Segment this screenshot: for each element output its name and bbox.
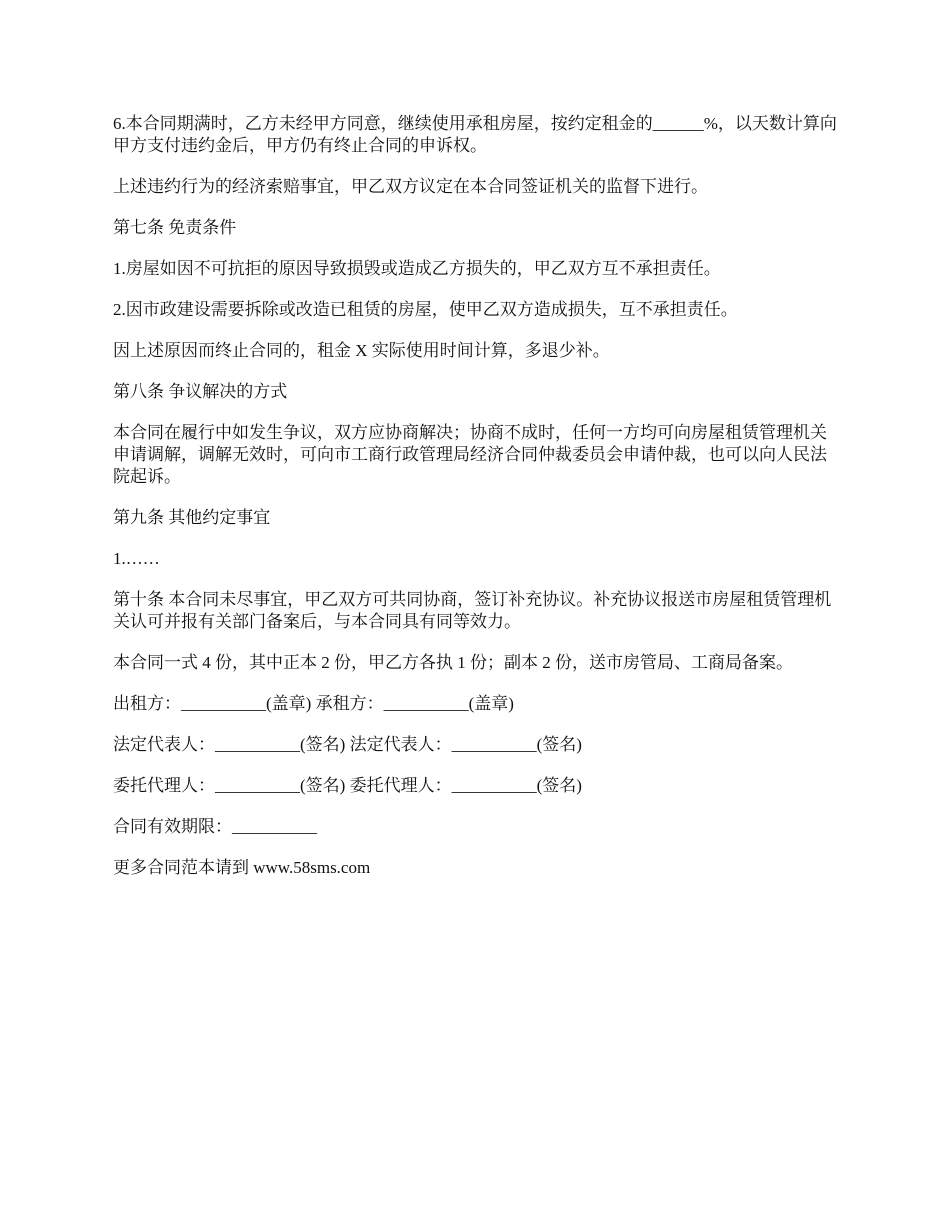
exemption-item-2: 2.因市政建设需要拆除或改造已租赁的房屋，使甲乙双方造成损失，互不承担责任。 <box>113 300 738 319</box>
dispute-resolution-paragraph: 本合同在履行中如发生争议，双方应协商解决；协商不成时，任何一方均可向房屋租赁管理机关申请调解，调解无效时，可向市工商行政管理局经济合同仲裁委员会申请仲裁，也可以向人民法院起诉。 <box>113 423 827 486</box>
compensation-paragraph: 上述违约行为的经济索赔事宜，甲乙双方议定在本合同签证机关的监督下进行。 <box>113 177 708 196</box>
document-page <box>113 113 843 898</box>
article-9-heading: 第九条 其他约定事宜 <box>113 508 271 527</box>
copies-paragraph: 本合同一式 4 份，其中正本 2 份，甲乙方各执 1 份；副本 2 份，送市房管局、工商局备案。 <box>113 653 793 672</box>
legal-representative-signature-line: 法定代表人：__________(签名) 法定代表人：__________(签名) <box>113 735 582 754</box>
article-10-paragraph: 第十条 本合同未尽事宜，甲乙双方可共同协商，签订补充协议。补充协议报送市房屋租赁管理机关认可并报有关部门备案后，与本合同具有同等效力。 <box>113 590 832 631</box>
article-8-heading: 第八条 争议解决的方式 <box>113 382 288 401</box>
authorized-agent-signature-line: 委托代理人：__________(签名) 委托代理人：__________(签名) <box>113 776 582 795</box>
other-matters-item-1: 1.…… <box>113 549 160 568</box>
rent-settlement-paragraph: 因上述原因而终止合同的，租金 X 实际使用时间计算，多退少补。 <box>113 341 610 360</box>
lessor-lessee-signature-line: 出租方：__________(盖章) 承租方：__________(盖章) <box>113 694 514 713</box>
clause-6-paragraph: 6.本合同期满时，乙方未经甲方同意，继续使用承租房屋，按约定租金的______%，以天数计算向甲方支付违约金后，甲方仍有终止合同的申诉权。 <box>113 114 837 155</box>
exemption-item-1: 1.房屋如因不可抗拒的原因导致损毁或造成乙方损失的，甲乙双方互不承担责任。 <box>113 259 721 278</box>
more-templates-footer: 更多合同范本请到 www.58sms.com <box>113 858 371 877</box>
article-7-heading: 第七条 免责条件 <box>113 218 237 237</box>
contract-validity-line: 合同有效期限：__________ <box>113 817 317 836</box>
